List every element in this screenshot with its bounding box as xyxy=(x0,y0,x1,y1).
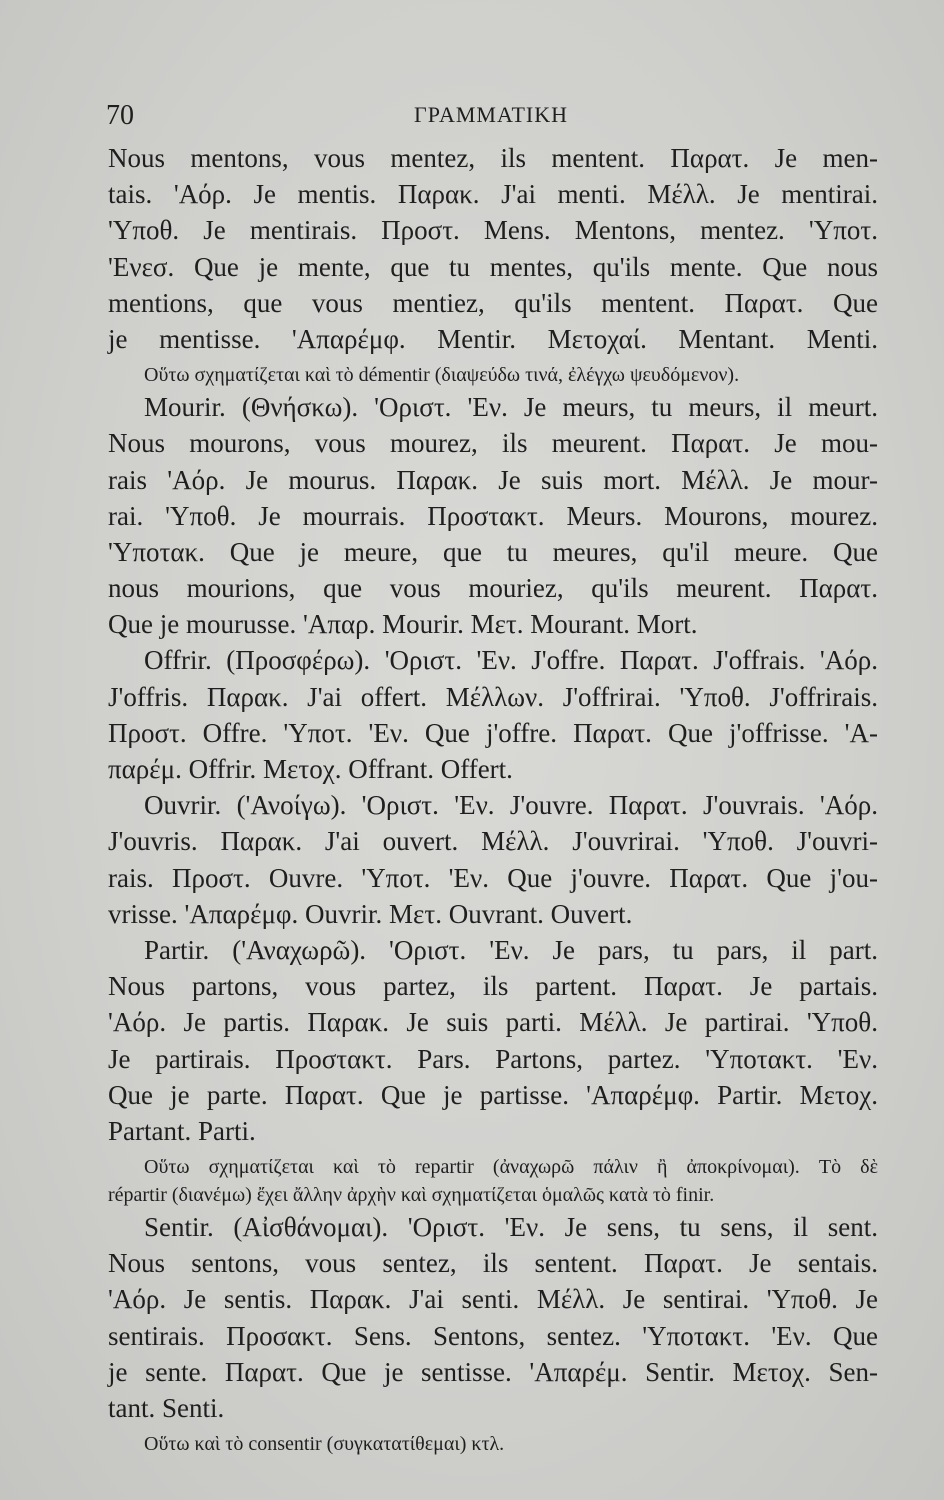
text-line: Προστ. Offre. 'Υποτ. 'Εν. Que j'offre. Παρατ. Que j'offrisse. 'Α- xyxy=(108,717,878,748)
text-line: J'ouvris. Παρακ. J'ai ouvert. Μέλλ. J'ouvrirai. 'Υποθ. J'ouvri- xyxy=(108,826,878,857)
page-number: 70 xyxy=(106,100,134,131)
text-line: 'Υποτακ. Que je meure, que tu meures, qu'il meure. Que xyxy=(108,536,878,567)
note-line: Οὕτω καὶ τὸ consentir (συγκατατίθεμαι) κτλ. xyxy=(144,1433,505,1456)
text-line: Nous mourons, vous mourez, ils meurent. Παρατ. Je mou- xyxy=(108,428,878,459)
running-title: ΓΡΑΜΜΑΤΙΚΗ xyxy=(414,102,568,127)
text-line: Sentir. (Αἰσθάνομαι). 'Οριστ. 'Εν. Je sens, tu sens, il sent. xyxy=(144,1212,878,1243)
text-line: Nous mentons, vous mentez, ils mentent. Παρατ. Je men- xyxy=(108,143,878,173)
note-line: répartir (διανέμω) ἔχει ἄλλην ἀρχὴν καὶ σχηματίζεται ὁμαλῶς κατὰ τὸ finir. xyxy=(108,1184,715,1207)
text-line: je mentisse. 'Απαρέμφ. Mentir. Μετοχαί. Mentant. Menti. xyxy=(108,323,878,354)
note-line: Οὕτω σχηματίζεται καὶ τὸ démentir (διαψεύδω τινά, ἐλέγχω ψευδόμενον). xyxy=(144,364,740,387)
text-line: Que je parte. Παρατ. Que je partisse. 'Απαρέμφ. Partir. Μετοχ. xyxy=(108,1079,878,1110)
text-line: Nous partons, vous partez, ils partent. Παρατ. Je partais. xyxy=(108,971,878,1002)
body-text xyxy=(108,140,878,1458)
text-line: rai. 'Υποθ. Je mourrais. Προστακτ. Meurs. Mourons, mourez. xyxy=(108,500,878,531)
text-line: mentions, que vous mentiez, qu'ils mentent. Παρατ. Que xyxy=(108,287,878,318)
text-line: 'Υποθ. Je mentirais. Προστ. Mens. Mentons, mentez. 'Υποτ. xyxy=(108,215,878,246)
text-line: Ouvrir. ('Ανοίγω). 'Οριστ. 'Εν. J'ouvre. Παρατ. J'ouvrais. 'Αόρ. xyxy=(144,790,878,821)
text-line: rais 'Αόρ. Je mourus. Παρακ. Je suis mort. Μέλλ. Je mour- xyxy=(108,464,878,495)
text-line: 'Αόρ. Je sentis. Παρακ. J'ai senti. Μέλλ. Je sentirai. 'Υποθ. Je xyxy=(108,1284,878,1315)
text-line: tant. Senti. xyxy=(108,1393,225,1423)
text-line: nous mourions, que vous mouriez, qu'ils meurent. Παρατ. xyxy=(108,573,878,604)
text-line: rais. Προστ. Ouvre. 'Υποτ. 'Εν. Que j'ouvre. Παρατ. Que j'ou- xyxy=(108,862,878,893)
note-line: Οὕτω σχηματίζεται καὶ τὸ repartir (ἀναχωρῶ πάλιν ἢ ἀποκρίνομαι). Τὸ δὲ xyxy=(144,1156,878,1179)
text-line: je sente. Παρατ. Que je sentisse. 'Απαρέμ. Sentir. Μετοχ. Sen- xyxy=(108,1356,878,1387)
text-line: 'Ενεσ. Que je mente, que tu mentes, qu'ils mente. Que nous xyxy=(108,251,878,282)
text-line: J'offris. Παρακ. J'ai offert. Μέλλων. J'offrirai. 'Υποθ. J'offrirais. xyxy=(108,681,878,712)
text-line: 'Αόρ. Je partis. Παρακ. Je suis parti. Μέλλ. Je partirai. 'Υποθ. xyxy=(108,1007,878,1038)
text-line: Nous sentons, vous sentez, ils sentent. Παρατ. Je sentais. xyxy=(108,1248,878,1279)
text-line: vrisse. 'Απαρέμφ. Ouvrir. Μετ. Ouvrant. Ouvert. xyxy=(108,898,633,929)
text-line: παρέμ. Offrir. Μετοχ. Offrant. Offert. xyxy=(108,754,513,784)
text-line: Offrir. (Προσφέρω). 'Οριστ. 'Εν. J'offre. Παρατ. J'offrais. 'Αόρ. xyxy=(144,645,878,676)
text-line: tais. 'Αόρ. Je mentis. Παρακ. J'ai menti. Μέλλ. Je mentirai. xyxy=(108,179,878,210)
text-line: Je partirais. Προστακτ. Pars. Partons, partez. 'Υποτακτ. 'Εν. xyxy=(108,1043,878,1074)
text-line: Partir. ('Αναχωρῶ). 'Οριστ. 'Εν. Je pars, tu pars, il part. xyxy=(144,934,878,965)
text-line: Partant. Parti. xyxy=(108,1115,256,1146)
page-header xyxy=(106,100,876,140)
text-line: Que je mourusse. 'Απαρ. Mourir. Μετ. Mourant. Mort. xyxy=(108,609,698,640)
text-line: sentirais. Προσακτ. Sens. Sentons, sentez. 'Υποτακτ. 'Εν. Que xyxy=(108,1320,878,1351)
text-line: Mourir. (Θνήσκω). 'Οριστ. 'Εν. Je meurs, tu meurs, il meurt. xyxy=(144,392,878,423)
